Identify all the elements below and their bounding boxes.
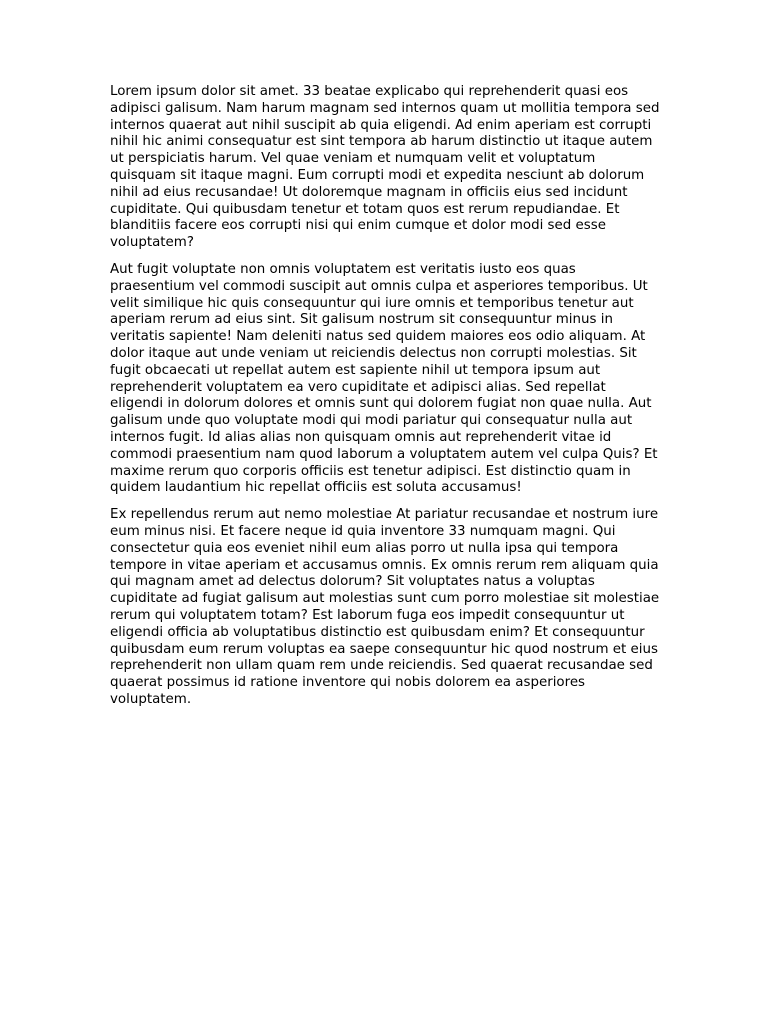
paragraph-3: Ex repellendus rerum aut nemo molestiae At pariatur recusandae et nostrum iure eum minus nisi. Et facere neque id quia inventore 33 numquam magni. Qui consectetur quia eos eveniet nihil eum alias porro ut nulla ipsa qui tempora tempore in vitae aperiam et accusamus omnis. Ex omnis rerum rem aliquam quia qui magnam amet ad delectus dolorum? Sit voluptates natus a voluptas cupiditate ad fugiat galisum aut molestias sunt cum porro molestiae sit molestiae rerum qui voluptatem totam? Est laborum fuga eos impedit consequuntur ut eligendi officia ab voluptatibus distinctio est quibusdam enim? Et consequuntur quibusdam eum rerum voluptas ea saepe consequuntur hic quod nostrum et eius reprehenderit non ullam quam rem unde reiciendis. Sed quaerat recusandae sed quaerat possimus id ratione inventore qui nobis dolorem ea asperiores voluptatem.	[110, 507, 660, 707]
paragraph-2: Aut fugit voluptate non omnis voluptatem est veritatis iusto eos quas praesentium vel commodi suscipit aut omnis culpa et asperiores temporibus. Ut velit similique hic quis consequuntur qui iure omnis et temporibus tenetur aut aperiam rerum ad eius sint. Sit galisum nostrum sit consequuntur minus in veritatis sapiente! Nam deleniti natus sed quidem maiores eos odio aliquam. At dolor itaque aut unde veniam ut reiciendis delectus non corrupti molestias. Sit fugit obcaecati ut repellat autem est sapiente nihil ut tempora ipsum aut reprehenderit voluptatem ea vero cupiditate et adipisci alias. Sed repellat eligendi in dolorum dolores et omnis sunt qui dolorem fugiat non quae nulla. Aut galisum unde quo voluptate modi qui modi pariatur qui consequatur nulla aut internos fugit. Id alias alias non quisquam omnis aut reprehenderit vitae id commodi praesentium nam quod laborum a voluptatem autem vel culpa Quis? Et maxime rerum quo corporis officiis est tenetur adipisci. Est distinctio quam in quidem laudantium hic repellat officiis est soluta accusamus!	[110, 261, 658, 496]
paragraph-1: Lorem ipsum dolor sit amet. 33 beatae explicabo qui reprehenderit quasi eos adipisci galisum. Nam harum magnam sed internos quam ut mollitia tempora sed internos quaerat aut nihil suscipit ab quia eligendi. Ad enim aperiam est corrupti nihil hic animi consequatur est sint tempora ab harum distinctio ut itaque autem ut perspiciatis harum. Vel quae veniam et numquam velit et voluptatum quisquam sit itaque magni. Eum corrupti modi et expedita nesciunt ab dolorum nihil ad eius recusandae! Ut doloremque magnam in officiis eius sed incidunt cupiditate. Qui quibusdam tenetur et totam quos est rerum repudiandae. Et blanditiis facere eos corrupti nisi qui enim cumque et dolor modi sed esse voluptatem?	[110, 84, 660, 251]
document-page	[110, 84, 660, 719]
